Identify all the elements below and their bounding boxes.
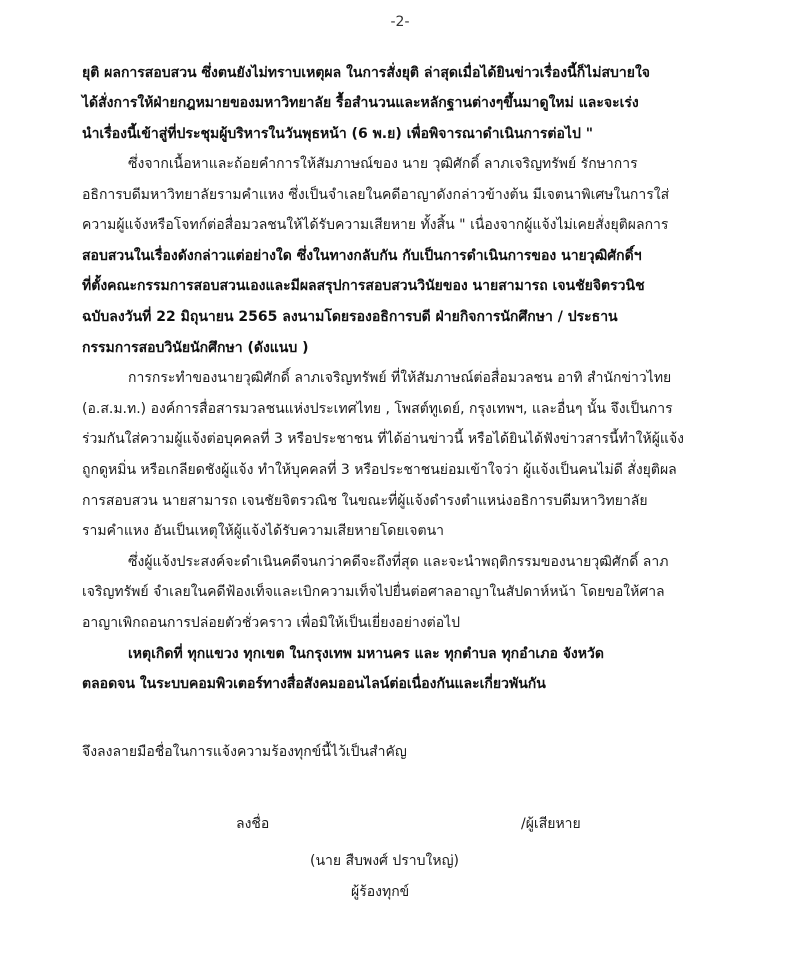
victim-role-label: /ผู้เสียหาย [521, 816, 581, 832]
paragraph-5-line-1: เหตุเกิดที่ ทุกแขวง ทุกเขต ในกรุงเทพ มหานคร และ ทุกตำบล ทุกอำเภอ จังหวัด [128, 646, 604, 662]
paragraph-2-line-1: ซึ่งจากเนื้อหาและถ้อยคำการให้สัมภาษณ์ของ นาย วุฒิศักดิ์ ลาภเจริญทรัพย์ รักษาการ [128, 156, 638, 172]
sign-label: ลงชื่อ [236, 816, 270, 832]
paragraph-2-line-6: ฉบับลงวันที่ 22 มิถุนายน 2565 ลงนามโดยรองอธิการบดี ฝ่ายกิจการนักศึกษา / ประธาน [82, 309, 618, 325]
paragraph-4-line-3: อาญาเพิกถอนการปล่อยตัวชั่วคราว เพื่อมิให้เป็นเยี่ยงอย่างต่อไป [82, 615, 461, 631]
paragraph-2-line-3: ความผู้แจ้งหรือโจทก์ต่อสื่อมวลชนให้ได้รับความเสียหาย ทั้งสิ้น " เนื่องจากผู้แจ้งไม่เคยสั่งยุติผลการ [82, 217, 669, 233]
paragraph-2-line-2: อธิการบดีมหาวิทยาลัยรามคำแหง ซึ่งเป็นจำเลยในคดีอาญาดังกล่าวข้างต้น มีเจตนาพิเศษในการใส่ [82, 187, 670, 203]
paragraph-3-line-1: การกระทำของนายวุฒิศักดิ์ ลาภเจริญทรัพย์ ที่ให้สัมภาษณ์ต่อสื่อมวลชน อาทิ สำนักข่าวไทย [128, 370, 672, 386]
paragraph-1-line-1: ยุติ ผลการสอบสวน ซึ่งตนยังไม่ทราบเหตุผล ในการสั่งยุติ ล่าสุดเมื่อได้ยินข่าวเรื่องนี้ก็ไม่สบายใจ [82, 65, 650, 81]
paragraph-3-line-2: (อ.ส.ม.ท.) องค์การสื่อสารมวลชนแห่งประเทศไทย , โพสต์ทูเดย์, กรุงเทพฯ, และอื่นๆ นั้น จึงเป็นการ [82, 401, 673, 417]
paragraph-2-line-5: ที่ตั้งคณะกรรมการสอบสวนเองและมีผลสรุปการสอบสวนวินัยของ นายสามารถ เจนชัยจิตรวนิช [82, 278, 645, 294]
paragraph-3-line-6: รามคำแหง อันเป็นเหตุให้ผู้แจ้งได้รับความเสียหายโดยเจตนา [82, 523, 445, 539]
page-number: -2- [390, 14, 410, 30]
paragraph-2-line-4: สอบสวนในเรื่องดังกล่าวแต่อย่างใด ซึ่งในทางกลับกัน กับเป็นการดำเนินการของ นายวุฒิศักดิ์ฯ [82, 248, 642, 264]
complainant-role-label: ผู้ร้องทุกข์ [351, 884, 410, 900]
closing-statement: จึงลงลายมือชื่อในการแจ้งความร้องทุกข์นี้ไว้เป็นสำคัญ [82, 744, 407, 760]
paragraph-1-line-2: ได้สั่งการให้ฝ่ายกฎหมายของมหาวิทยาลัย รื้อสำนวนและหลักฐานต่างๆขึ้นมาดูใหม่ และจะเร่ง [82, 95, 639, 111]
paragraph-1-line-3: นำเรื่องนี้เข้าสู่ที่ประชุมผู้บริหารในวันพุธหน้า (6 พ.ย) เพื่อพิจารณาดำเนินการต่อไป " [82, 126, 594, 142]
paragraph-5-line-2: ตลอดจน ในระบบคอมพิวเตอร์ทางสื่อสังคมออนไลน์ต่อเนื่องกันและเกี่ยวพันกัน [82, 676, 546, 692]
paragraph-4-line-1: ซึ่งผู้แจ้งประสงค์จะดำเนินคดีจนกว่าคดีจะถึงที่สุด และจะนำพฤติกรรมของนายวุฒิศักดิ์ ลาภ [128, 554, 669, 570]
paragraph-2-line-7: กรรมการสอบวินัยนักศึกษา (ดังแนบ ) [82, 340, 309, 356]
paragraph-4-line-2: เจริญทรัพย์ จำเลยในคดีฟ้องเท็จและเบิกความเท็จไปยื่นต่อศาลอาญาในสัปดาห์หน้า โดยขอให้ศาล [82, 584, 665, 600]
paragraph-3-line-3: ร่วมกันใส่ความผู้แจ้งต่อบุคคลที่ 3 หรือประชาชน ที่ได้อ่านข่าวนี้ หรือได้ยินได้ฟังข่าวสารนี้ทำให้ผู้แจ้ง [82, 431, 684, 447]
signer-name: (นาย สืบพงศ์ ปราบใหญ่) [310, 853, 459, 869]
paragraph-3-line-5: การสอบสวน นายสามารถ เจนชัยจิตรวณิช ในขณะที่ผู้แจ้งดำรงตำแหน่งอธิการบดีมหาวิทยาลัย [82, 493, 648, 509]
paragraph-3-line-4: ถูกดูหมิ่น หรือเกลียดชังผู้แจ้ง ทำให้บุคคลที่ 3 หรือประชาชนย่อมเข้าใจว่า ผู้แจ้งเป็นคนไม่ดี สั่งยุติผล [82, 462, 677, 478]
